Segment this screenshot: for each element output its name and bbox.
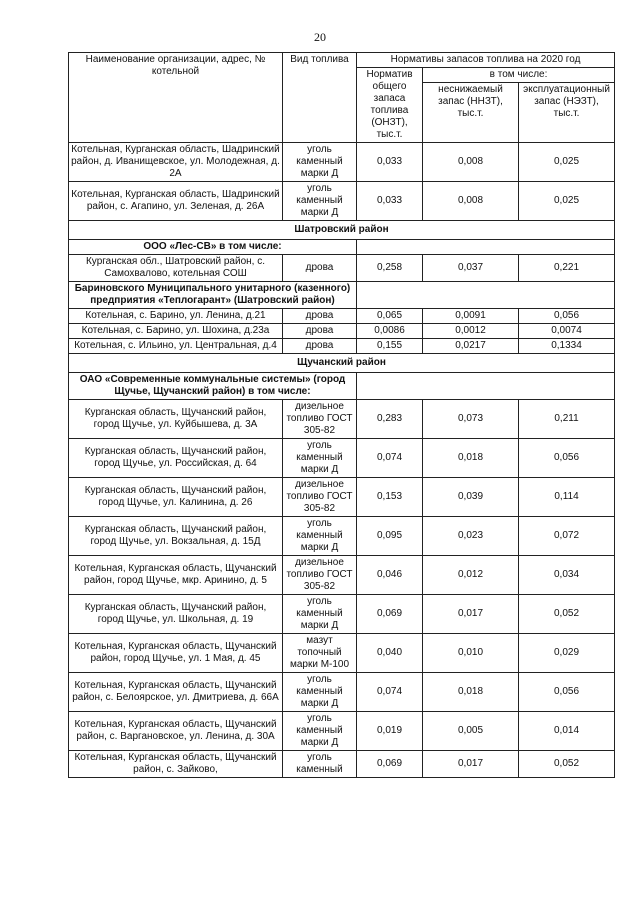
boiler-name: Курганская область, Щучанский район, город Щучье, ул. Школьная, д. 19 [69,595,283,634]
nnzt-value: 0,008 [423,182,519,221]
header-including: в том числе: [423,68,615,83]
header-onzt: Норматив общего запаса топлива (ОНЗТ), тыс.т. [357,68,423,143]
table-row [69,517,615,556]
section-row [69,221,615,240]
boiler-name: Котельная, с. Барино, ул. Шохина, д.23а [69,324,283,339]
fuel-type: дизельное топливо ГОСТ 305-82 [283,556,357,595]
boiler-name: Котельная, с. Ильино, ул. Центральная, д.4 [69,339,283,354]
onzt-value: 0,040 [357,634,423,673]
nnzt-value: 0,073 [423,400,519,439]
fuel-type: дрова [283,339,357,354]
fuel-type: дизельное топливо ГОСТ 305-82 [283,478,357,517]
boiler-name: Котельная, Курганская область, Шадринский район, с. Агапино, ул. Зеленая, д. 26А [69,182,283,221]
table-body [69,143,615,778]
boiler-name: Курганская область, Щучанский район, город Щучье, ул. Куйбышева, д. 3А [69,400,283,439]
empty-cell [357,373,615,400]
boiler-name: Котельная, Курганская область, Щучанский район, с. Зайково, [69,751,283,778]
nnzt-value: 0,017 [423,751,519,778]
fuel-type: уголь каменный марки Д [283,439,357,478]
nezt-value: 0,052 [519,595,615,634]
onzt-value: 0,033 [357,143,423,182]
table-row [69,439,615,478]
org-name: ОАО «Современные коммунальные системы» (город Щучье, Щучанский район) в том числе: [69,373,357,400]
empty-cell [357,240,615,255]
org-name: Бариновского Муниципального унитарного (казенного) предприятия «Теплогарант» (Шатровский район) [69,282,357,309]
table-row [69,324,615,339]
nezt-value: 0,029 [519,634,615,673]
onzt-value: 0,155 [357,339,423,354]
fuel-type: уголь каменный марки Д [283,182,357,221]
section-row [69,354,615,373]
table-row [69,400,615,439]
onzt-value: 0,046 [357,556,423,595]
nezt-value: 0,056 [519,439,615,478]
fuel-type: уголь каменный марки Д [283,517,357,556]
onzt-value: 0,065 [357,309,423,324]
table-row [69,309,615,324]
page-number: 20 [314,30,326,44]
fuel-type: дрова [283,255,357,282]
header-nezt: эксплуатационный запас (НЭЗТ), тыс.т. [519,83,615,143]
onzt-value: 0,033 [357,182,423,221]
nezt-value: 0,034 [519,556,615,595]
nezt-value: 0,1334 [519,339,615,354]
fuel-type: уголь каменный марки Д [283,712,357,751]
fuel-type: уголь каменный [283,751,357,778]
table-row [69,556,615,595]
boiler-name: Курганская область, Щучанский район, город Щучье, ул. Вокзальная, д. 15Д [69,517,283,556]
onzt-value: 0,074 [357,439,423,478]
table-row [69,182,615,221]
onzt-value: 0,095 [357,517,423,556]
boiler-name: Курганская область, Щучанский район, город Щучье, ул. Калинина, д. 26 [69,478,283,517]
boiler-name: Котельная, Курганская область, Щучанский район, с. Варгановское, ул. Ленина, д. 30А [69,712,283,751]
nnzt-value: 0,017 [423,595,519,634]
nnzt-value: 0,023 [423,517,519,556]
onzt-value: 0,069 [357,595,423,634]
onzt-value: 0,0086 [357,324,423,339]
nezt-value: 0,221 [519,255,615,282]
section-title: Шатровский район [69,221,615,240]
empty-cell [357,282,615,309]
nezt-value: 0,072 [519,517,615,556]
header-fuel: Вид топлива [283,53,357,143]
boiler-name: Котельная, Курганская область, Щучанский район, город Щучье, мкр. Аринино, д. 5 [69,556,283,595]
fuel-type: уголь каменный марки Д [283,673,357,712]
boiler-name: Котельная, Курганская область, Щучанский район, город Щучье, ул. 1 Мая, д. 45 [69,634,283,673]
nezt-value: 0,056 [519,309,615,324]
boiler-name: Курганская обл., Шатровский район, с. Самохвалово, котельная СОШ [69,255,283,282]
org-row [69,240,615,255]
nezt-value: 0,114 [519,478,615,517]
fuel-norms-table [68,52,615,778]
onzt-value: 0,283 [357,400,423,439]
nnzt-value: 0,0091 [423,309,519,324]
nezt-value: 0,025 [519,182,615,221]
nnzt-value: 0,018 [423,439,519,478]
nezt-value: 0,025 [519,143,615,182]
onzt-value: 0,019 [357,712,423,751]
fuel-type: дизельное топливо ГОСТ 305-82 [283,400,357,439]
header-norms: Нормативы запасов топлива на 2020 год [357,53,615,68]
fuel-type: мазут топочный марки М-100 [283,634,357,673]
org-row [69,282,615,309]
table-row [69,143,615,182]
nezt-value: 0,056 [519,673,615,712]
table-row [69,673,615,712]
nnzt-value: 0,039 [423,478,519,517]
fuel-type: дрова [283,309,357,324]
nnzt-value: 0,012 [423,556,519,595]
nnzt-value: 0,037 [423,255,519,282]
section-title: Щучанский район [69,354,615,373]
table-row [69,712,615,751]
nnzt-value: 0,010 [423,634,519,673]
onzt-value: 0,074 [357,673,423,712]
header-nnzt: неснижаемый запас (ННЗТ), тыс.т. [423,83,519,143]
boiler-name: Котельная, Курганская область, Щучанский район, с. Белоярское, ул. Дмитриева, д. 66А [69,673,283,712]
table-row [69,595,615,634]
nnzt-value: 0,008 [423,143,519,182]
boiler-name: Котельная, с. Барино, ул. Ленина, д.21 [69,309,283,324]
nnzt-value: 0,0217 [423,339,519,354]
nnzt-value: 0,005 [423,712,519,751]
nnzt-value: 0,0012 [423,324,519,339]
table-row [69,339,615,354]
table-row [69,751,615,778]
boiler-name: Курганская область, Щучанский район, город Щучье, ул. Российская, д. 64 [69,439,283,478]
fuel-type: уголь каменный марки Д [283,143,357,182]
onzt-value: 0,258 [357,255,423,282]
org-name: ООО «Лес-СВ» в том числе: [69,240,357,255]
fuel-type: дрова [283,324,357,339]
table-row [69,634,615,673]
onzt-value: 0,069 [357,751,423,778]
table-row [69,478,615,517]
boiler-name: Котельная, Курганская область, Шадринский район, д. Иванищевское, ул. Молодежная, д. 2А [69,143,283,182]
fuel-type: уголь каменный марки Д [283,595,357,634]
onzt-value: 0,153 [357,478,423,517]
nezt-value: 0,052 [519,751,615,778]
table-row [69,255,615,282]
nezt-value: 0,0074 [519,324,615,339]
nezt-value: 0,211 [519,400,615,439]
org-row [69,373,615,400]
header-name: Наименование организации, адрес, № котельной [69,53,283,143]
nezt-value: 0,014 [519,712,615,751]
nnzt-value: 0,018 [423,673,519,712]
